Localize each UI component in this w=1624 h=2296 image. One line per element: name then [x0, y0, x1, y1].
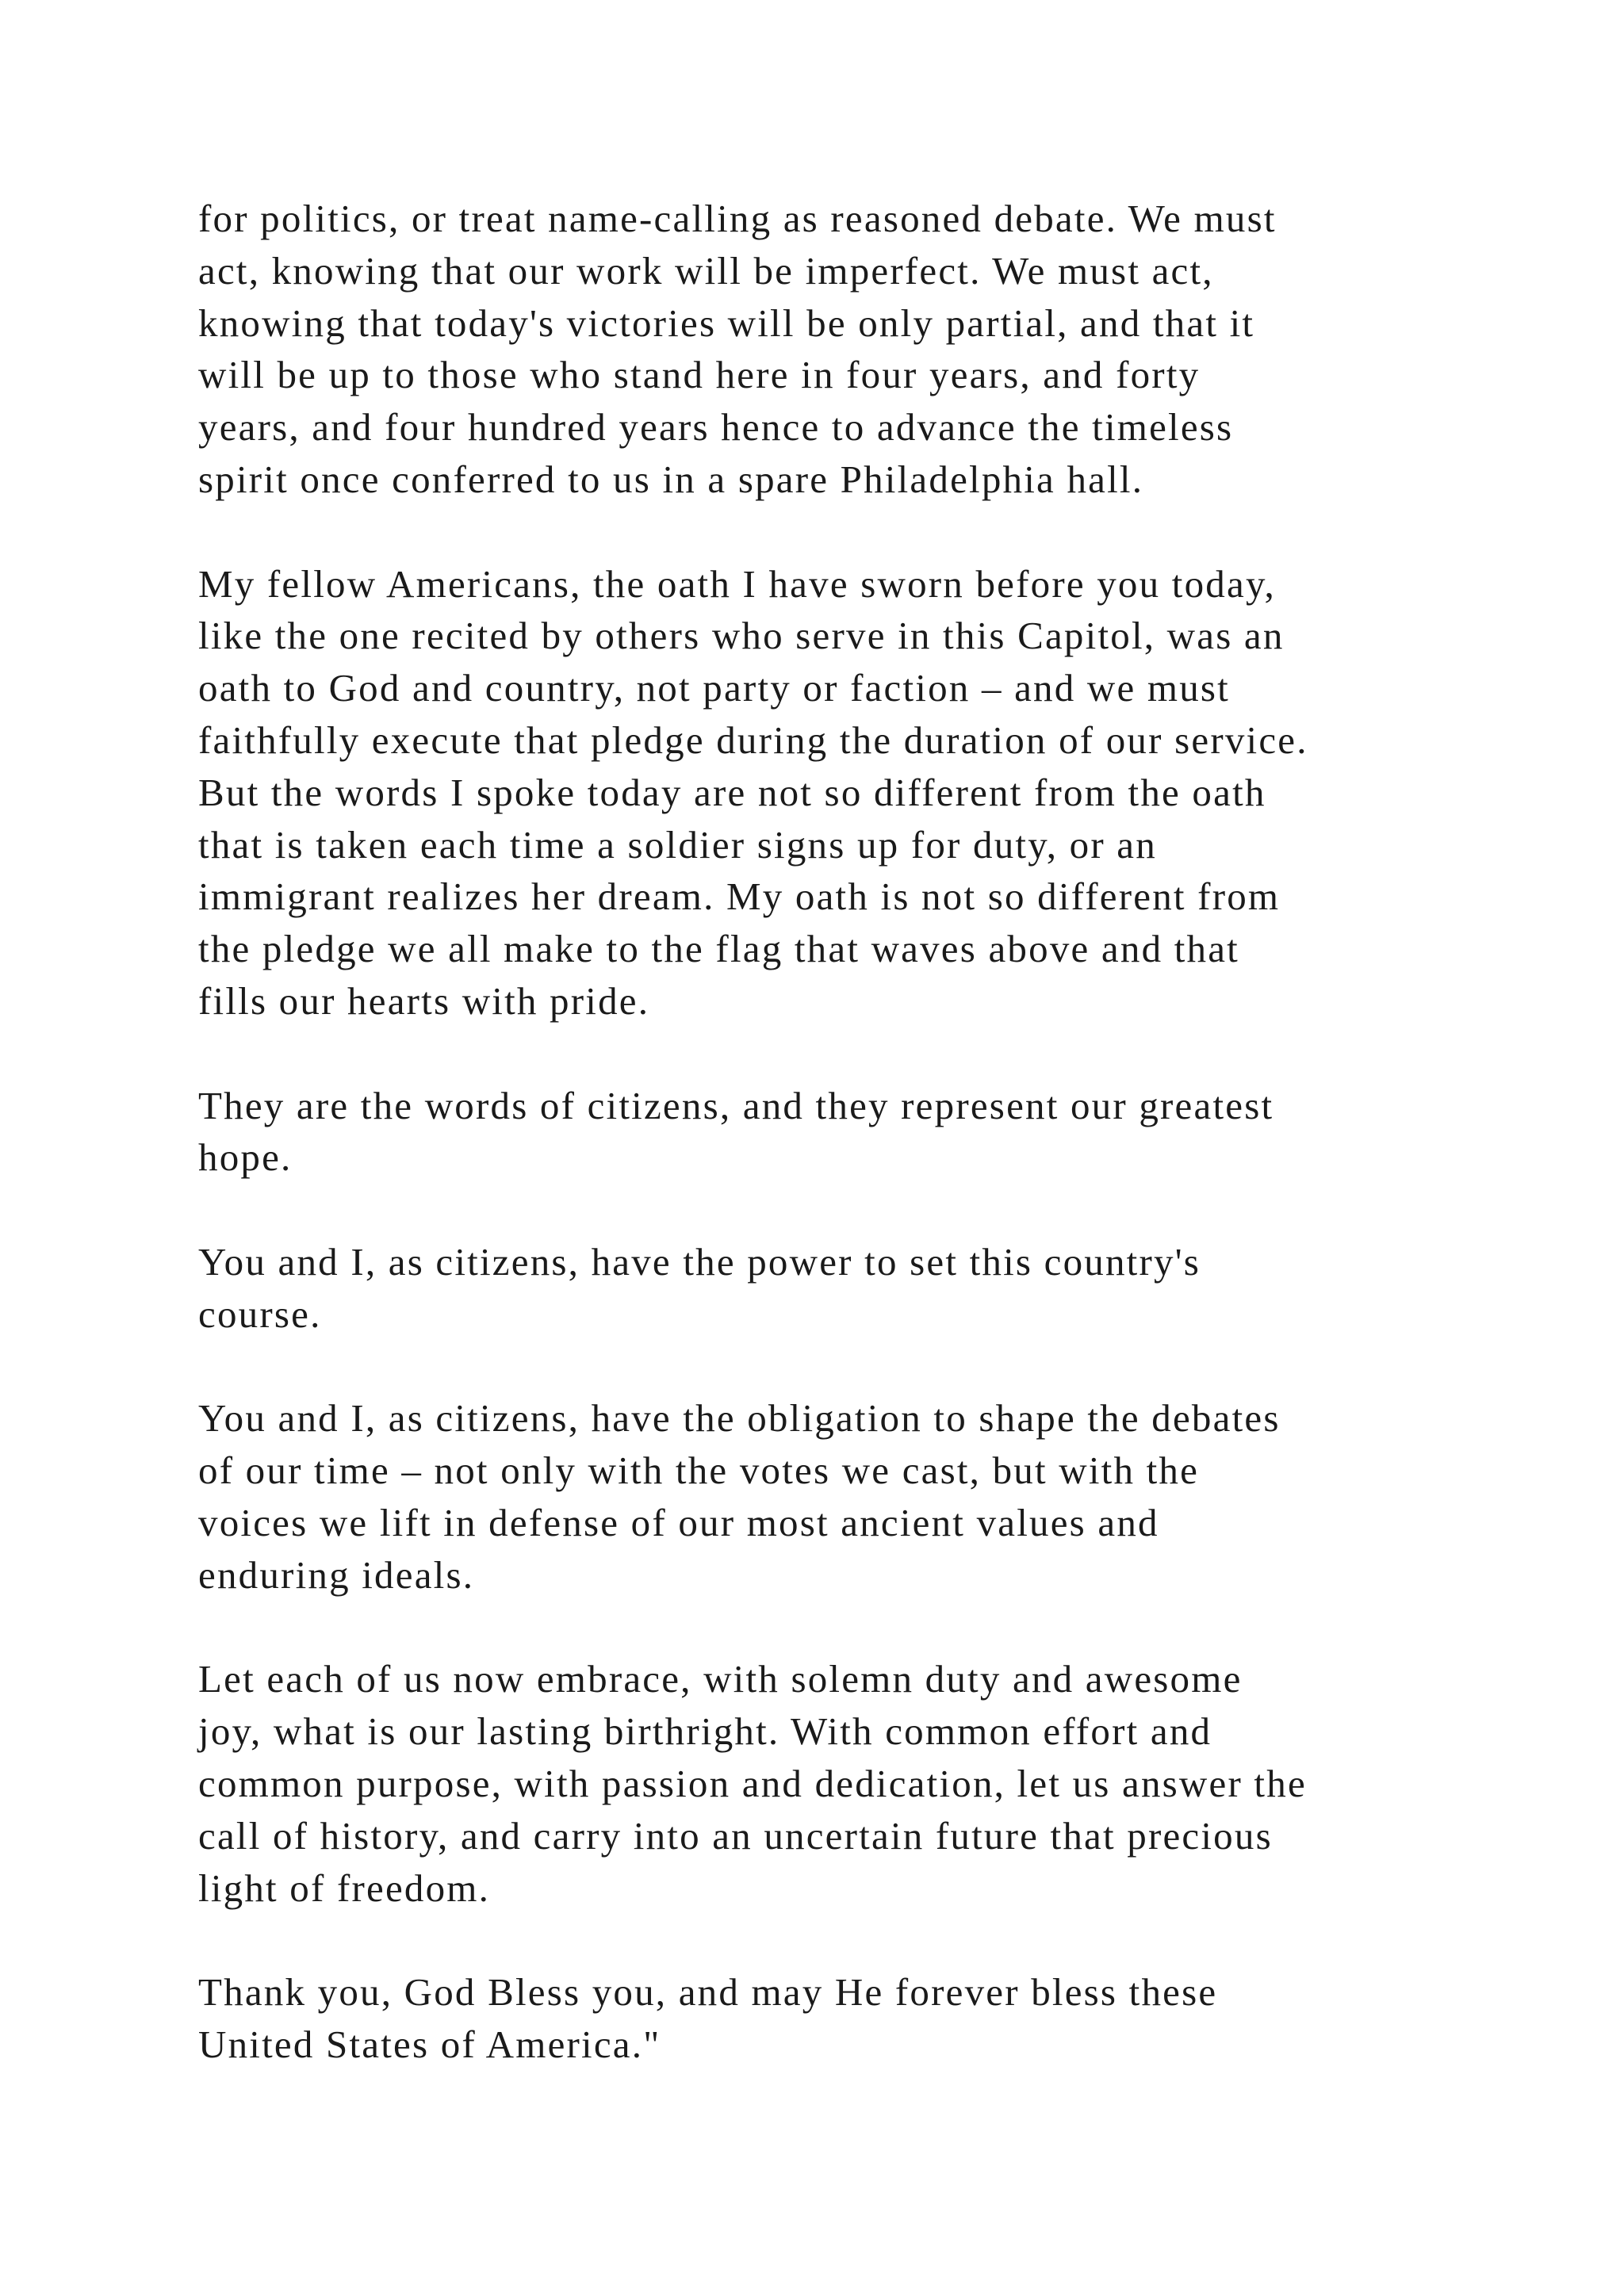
- text-line: United States of America.": [198, 2022, 661, 2066]
- text-line: My fellow Americans, the oath I have sworn before you today,: [198, 561, 1276, 606]
- text-line: will be up to those who stand here in four years, and forty: [198, 353, 1201, 397]
- paragraph-7: [198, 1966, 1499, 2071]
- document-body: [198, 193, 1499, 2122]
- text-line: knowing that today's victories will be only partial, and that it: [198, 300, 1255, 345]
- text-line: You and I, as citizens, have the power to set this country's: [198, 1239, 1201, 1284]
- text-line: call of history, and carry into an uncertain future that precious: [198, 1813, 1273, 1858]
- text-line: They are the words of citizens, and they represent our greatest: [198, 1083, 1274, 1127]
- paragraph-6: [198, 1653, 1499, 1914]
- text-line: voices we lift in defense of our most ancient values and: [198, 1500, 1159, 1544]
- paragraph-3: [198, 1080, 1499, 1184]
- text-line: years, and four hundred years hence to advance the timeless: [198, 405, 1234, 450]
- text-line: spirit once conferred to us in a spare Philadelphia hall.: [198, 457, 1144, 501]
- paragraph-5: [198, 1392, 1499, 1601]
- text-line: that is taken each time a soldier signs up for duty, or an: [198, 822, 1157, 867]
- text-line: Thank you, God Bless you, and may He forever bless these: [198, 1970, 1218, 2015]
- text-line: hope.: [198, 1135, 293, 1180]
- text-line: light of freedom.: [198, 1866, 491, 1910]
- text-line: faithfully execute that pledge during the duration of our service.: [198, 718, 1308, 762]
- text-line: But the words I spoke today are not so different from the oath: [198, 770, 1266, 814]
- paragraph-1: [198, 193, 1499, 506]
- text-line: Let each of us now embrace, with solemn duty and awesome: [198, 1657, 1243, 1701]
- text-line: joy, what is our lasting birthright. With common effort and: [198, 1709, 1212, 1754]
- text-line: of our time – not only with the votes we cast, but with the: [198, 1448, 1200, 1493]
- text-line: oath to God and country, not party or faction – and we must: [198, 666, 1230, 710]
- text-line: You and I, as citizens, have the obligation to shape the debates: [198, 1396, 1281, 1441]
- text-line: like the one recited by others who serve in this Capitol, was an: [198, 614, 1285, 658]
- text-line: act, knowing that our work will be imperfect. We must act,: [198, 248, 1214, 293]
- paragraph-4: [198, 1236, 1499, 1341]
- text-line: common purpose, with passion and dedication, let us answer the: [198, 1761, 1307, 1805]
- text-line: for politics, or treat name-calling as reasoned debate. We must: [198, 197, 1277, 240]
- text-line: course.: [198, 1292, 322, 1336]
- paragraph-2: [198, 558, 1499, 1027]
- text-line: enduring ideals.: [198, 1552, 475, 1597]
- text-line: immigrant realizes her dream. My oath is not so different from: [198, 874, 1281, 919]
- text-line: fills our hearts with pride.: [198, 978, 650, 1023]
- text-line: the pledge we all make to the flag that waves above and that: [198, 927, 1240, 971]
